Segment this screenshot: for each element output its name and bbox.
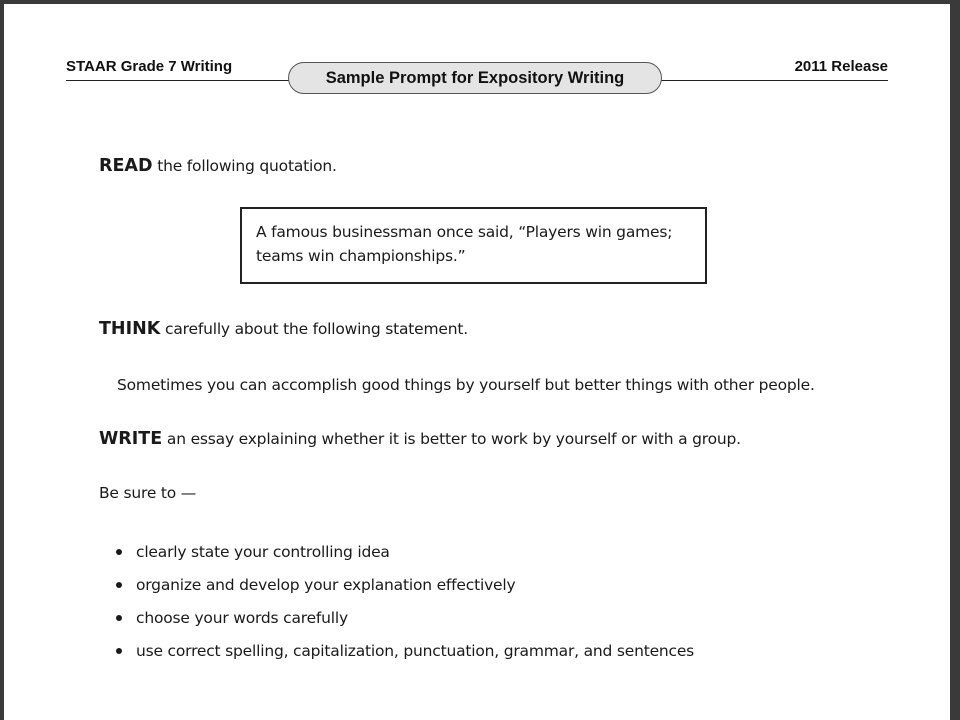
bullet-icon bbox=[116, 648, 122, 654]
bullet-icon bbox=[116, 615, 122, 621]
think-text: carefully about the following statement. bbox=[160, 320, 468, 338]
think-keyword: THINK bbox=[99, 319, 161, 339]
document-page bbox=[4, 4, 950, 720]
list-item bbox=[116, 535, 694, 568]
header-prompt-title-text: Sample Prompt for Expository Writing bbox=[325, 68, 625, 87]
list-item-text: use correct spelling, capitalization, punctuation, grammar, and sentences bbox=[136, 641, 695, 660]
list-item-text: clearly state your controlling idea bbox=[136, 542, 390, 561]
list-item bbox=[116, 568, 694, 601]
be-sure-label: Be sure to — bbox=[99, 484, 197, 502]
read-text: the following quotation. bbox=[152, 157, 337, 175]
header-prompt-title bbox=[288, 62, 662, 94]
header-test-title: STAAR Grade 7 Writing bbox=[66, 58, 233, 75]
list-item bbox=[116, 634, 694, 667]
write-instruction bbox=[99, 429, 741, 449]
bullet-icon bbox=[116, 582, 122, 588]
quotation-line-1: A famous businessman once said, “Players win games; bbox=[256, 223, 673, 241]
list-item bbox=[116, 601, 694, 634]
quotation-line-2: teams win championships.” bbox=[256, 247, 466, 265]
read-instruction bbox=[99, 156, 337, 176]
quotation-box bbox=[240, 207, 707, 284]
list-item-text: organize and develop your explanation effectively bbox=[136, 575, 516, 594]
think-instruction bbox=[99, 319, 468, 339]
requirements-list bbox=[116, 535, 694, 667]
read-keyword: READ bbox=[99, 156, 153, 176]
statement-text: Sometimes you can accomplish good things by yourself but better things with other people. bbox=[117, 376, 815, 394]
bullet-icon bbox=[116, 549, 122, 555]
write-text: an essay explaining whether it is better to work by yourself or with a group. bbox=[162, 430, 741, 448]
header-release: 2011 Release bbox=[794, 58, 888, 75]
write-keyword: WRITE bbox=[99, 429, 163, 449]
list-item-text: choose your words carefully bbox=[136, 608, 348, 627]
